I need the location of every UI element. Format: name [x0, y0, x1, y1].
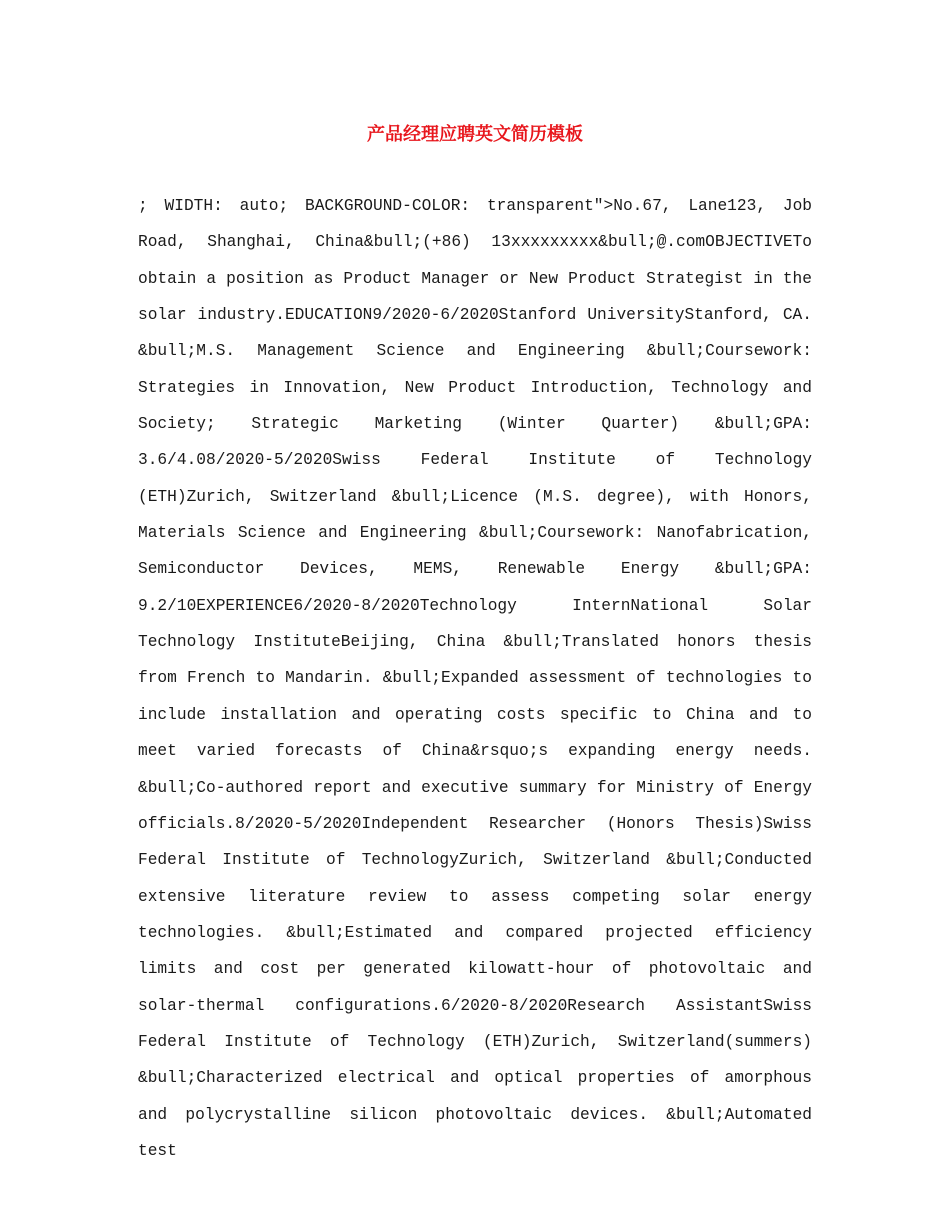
document-title: 产品经理应聘英文简历模板: [367, 124, 583, 145]
document-body-text: ; WIDTH: auto; BACKGROUND-COLOR: transparent">No.67, Lane123, Job Road, Shanghai, China&bull;(+86) 13xxxxxxxxx&bull;@.comOBJECTIVETo obtain a position as Product Manager or New Product Strategist in the solar industry.EDUCATION9/2020-6/2020Stanford UniversityStanford, CA. &bull;M.S. Management Science and Engineering &bull;Coursework: Strategies in Innovation, New Product Introduction, Technology and Society; Strategic Marketing (Winter Quarter) &bull;GPA: 3.6/4.08/2020-5/2020Swiss Federal Institute of Technology (ETH)Zurich, Switzerland &bull;Licence (M.S. degree), with Honors, Materials Science and Engineering &bull;Coursework: Nanofabrication, Semiconductor Devices, MEMS, Renewable Energy &bull;GPA: 9.2/10EXPERIENCE6/2020-8/2020Technology InternNational Solar Technology InstituteBeijing, China &bull;Translated honors thesis from French to Mandarin. &bull;Expanded assessment of technologies to include installation and operating costs specific to China and to meet varied forecasts of China&rsquo;s expanding energy needs. &bull;Co-authored report and executive summary for Ministry of Energy officials.8/2020-5/2020Independent Researcher (Honors Thesis)Swiss Federal Institute of TechnologyZurich, Switzerland &bull;Conducted extensive literature review to assess competing solar energy technologies. &bull;Estimated and compared projected efficiency limits and cost per generated kilowatt-hour of photovoltaic and solar-thermal configurations.6/2020-8/2020Research AssistantSwiss Federal Institute of Technology (ETH)Zurich, Switzerland(summers) &bull;Characterized electrical and optical properties of amorphous and polycrystalline silicon photovoltaic devices. &bull;Automated test: [138, 197, 812, 1160]
